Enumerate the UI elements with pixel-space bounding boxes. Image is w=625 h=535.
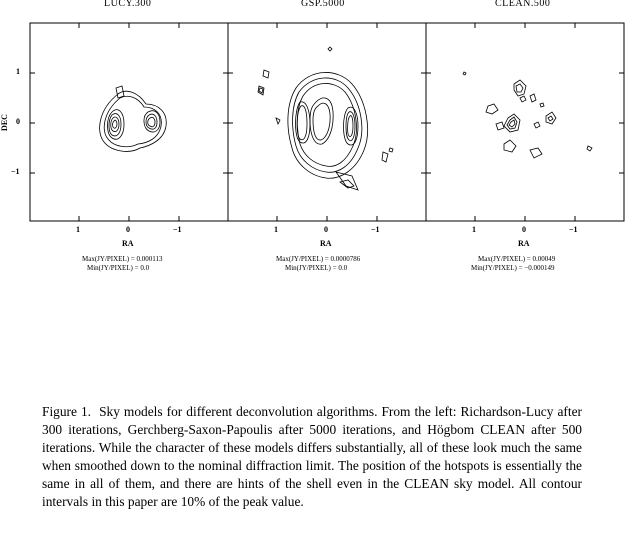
max-stat-clean: Max(JY/PIXEL) = 0.00049 bbox=[478, 255, 556, 263]
x-tick-label: −1 bbox=[569, 225, 578, 234]
x-tick-label: −1 bbox=[173, 225, 182, 234]
panel-title-gsp: GSP.5000 bbox=[301, 0, 345, 9]
x-tick-label: 1 bbox=[274, 225, 278, 234]
panel-title-lucy: LUCY.300 bbox=[104, 0, 152, 9]
x-tick-label: −1 bbox=[371, 225, 380, 234]
y-tick-label: −1 bbox=[11, 167, 20, 176]
contours-clean bbox=[463, 72, 592, 158]
x-tick-label: 0 bbox=[522, 225, 526, 234]
min-stat-lucy: Min(JY/PIXEL) = 0.0 bbox=[87, 264, 150, 272]
x-tick-label: 0 bbox=[126, 225, 130, 234]
caption-label: Figure 1. bbox=[42, 404, 92, 419]
y-tick-label: 1 bbox=[16, 67, 20, 76]
panel-title-clean: CLEAN.500 bbox=[495, 0, 551, 9]
xlabel-clean: RA bbox=[518, 239, 530, 248]
panel-frame-clean bbox=[426, 23, 624, 221]
panel-frame-lucy bbox=[30, 23, 228, 221]
contours-lucy bbox=[100, 86, 167, 151]
max-stat-gsp: Max(JY/PIXEL) = 0.0000786 bbox=[276, 255, 361, 263]
x-tick-label: 1 bbox=[472, 225, 476, 234]
x-tick-label: 1 bbox=[76, 225, 80, 234]
min-stat-clean: Min(JY/PIXEL) = −0.000149 bbox=[471, 264, 555, 272]
ylabel-dec: DEC bbox=[0, 114, 9, 131]
contours-gsp bbox=[258, 47, 393, 190]
min-stat-gsp: Min(JY/PIXEL) = 0.0 bbox=[285, 264, 348, 272]
figure-caption bbox=[42, 403, 582, 510]
xlabel-gsp: RA bbox=[320, 239, 332, 248]
caption-text: Sky models for different deconvolution algorithms. From the left: Richardson-Lucy after 300 iterations, Gerchberg-Saxon-Papoulis after 5000 iterations, and Högbom CLEAN after 500 iterations. While the character of these models differs substantially, all of these look much the same when smoothed down to the nominal diffraction limit. The position of the hotspots is essentially the same in all of them, and there are hints of the shell even in the CLEAN sky model. All contour intervals in this paper are 10% of the peak value. bbox=[42, 404, 582, 509]
panel-frame-gsp bbox=[228, 23, 426, 221]
xlabel-lucy: RA bbox=[122, 239, 134, 248]
y-tick-label: 0 bbox=[16, 117, 20, 126]
max-stat-lucy: Max(JY/PIXEL) = 0.000113 bbox=[82, 255, 163, 263]
x-tick-label: 0 bbox=[324, 225, 328, 234]
